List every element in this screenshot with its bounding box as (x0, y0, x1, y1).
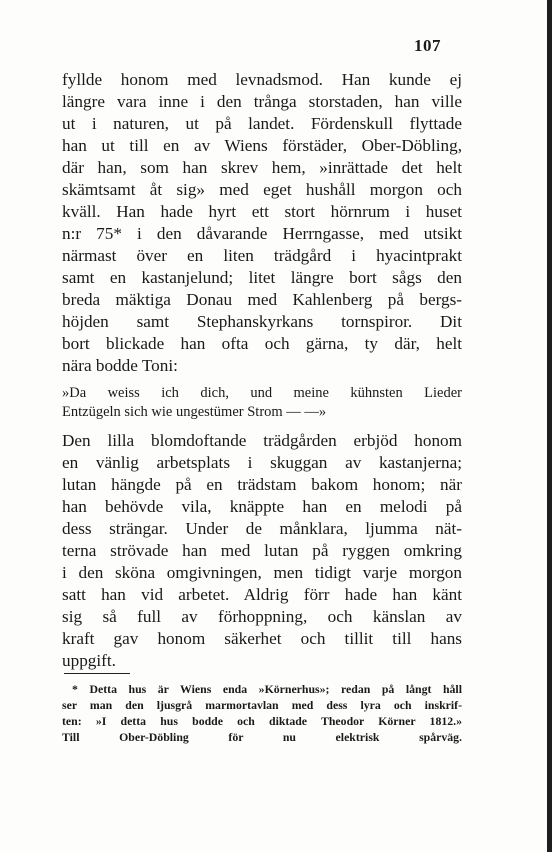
page-edge-shadow (547, 0, 552, 852)
paragraph-1-line: nära bodde Toni: (62, 356, 178, 375)
paragraph-2-line: lutan hängde på en trädstam bakom honom; när (62, 475, 462, 494)
paragraph-1-line: n:r 75* i den dåvarande Herrngasse, med utsikt (62, 224, 462, 243)
paragraph-2-line: Den lilla blomdoftande trädgården erbjöd honom (62, 431, 462, 450)
paragraph-2-line: han behövde vila, knäppte han en melodi på (62, 497, 462, 516)
paragraph-1-line: han ut till en av Wiens förstäder, Ober-Döbling, (62, 136, 462, 155)
quote-line: »Da weiss ich dich, und meine kühnsten Lieder (62, 385, 462, 401)
paragraph-2-line: satt han vid arbetet. Aldrig förr hade han känt (62, 585, 462, 604)
paragraph-2-line: sig så full av förhoppning, och känslan av (62, 607, 462, 626)
paragraph-2-line: kraft gav honom säkerhet och tillit till hans (62, 629, 462, 648)
paragraph-1-line: kväll. Han hade hyrt ett stort hörnrum i huset (62, 202, 462, 221)
paragraph-1-line: ut i naturen, ut på landet. Fördenskull flyttade (62, 114, 462, 133)
paragraph-1-line: där han, som han skrev hem, »inrättade det helt (62, 158, 462, 177)
paragraph-2-line: terna strövade han med lutan på ryggen omkring (62, 541, 462, 560)
paragraph-1-line: breda mäktiga Donau med Kahlenberg på bergs- (62, 290, 462, 309)
paragraph-1-line: fyllde honom med levnadsmod. Han kunde ej (62, 70, 462, 89)
paragraph-1-line: skämtsamt åt sig» med eget hushåll morgon och (62, 180, 462, 199)
paragraph-2-line: i den sköna omgivningen, men tidigt varje morgon (62, 563, 462, 582)
footnote-rule (64, 673, 130, 674)
paragraph-2-line: uppgift. (62, 651, 116, 670)
footnote-line: ten: »I detta hus bodde och diktade Theodor Körner 1812.» (62, 714, 462, 728)
paragraph-1-line: samt en kastanjelund; litet längre bort sågs den (62, 268, 462, 287)
footnote-line: ser man den ljusgrå marmortavlan med dess lyra och inskrif- (62, 698, 462, 712)
footnote-line: * Detta hus är Wiens enda »Körnerhus»; redan på långt håll (72, 682, 462, 696)
paragraph-1-line: längre vara inne i den trånga storstaden, han ville (62, 92, 462, 111)
page-number: 107 (414, 36, 441, 55)
footnote-line: Till Ober-Döbling för nu elektrisk spårväg. (62, 730, 462, 744)
paragraph-2-line: en vänlig arbetsplats i skuggan av kastanjerna; (62, 453, 462, 472)
paragraph-1-line: bort blickade han ofta och gärna, ty där, helt (62, 334, 462, 353)
paragraph-2-line: dess strängar. Under de månklara, ljumma nät- (62, 519, 462, 538)
paragraph-1-line: höjden samt Stephanskyrkans tornspiror. Dit (62, 312, 462, 331)
quote-line: Entzügeln sich wie ungestümer Strom — —» (62, 404, 327, 420)
paragraph-1-line: närmast över en liten trädgård i hyacintprakt (62, 246, 462, 265)
